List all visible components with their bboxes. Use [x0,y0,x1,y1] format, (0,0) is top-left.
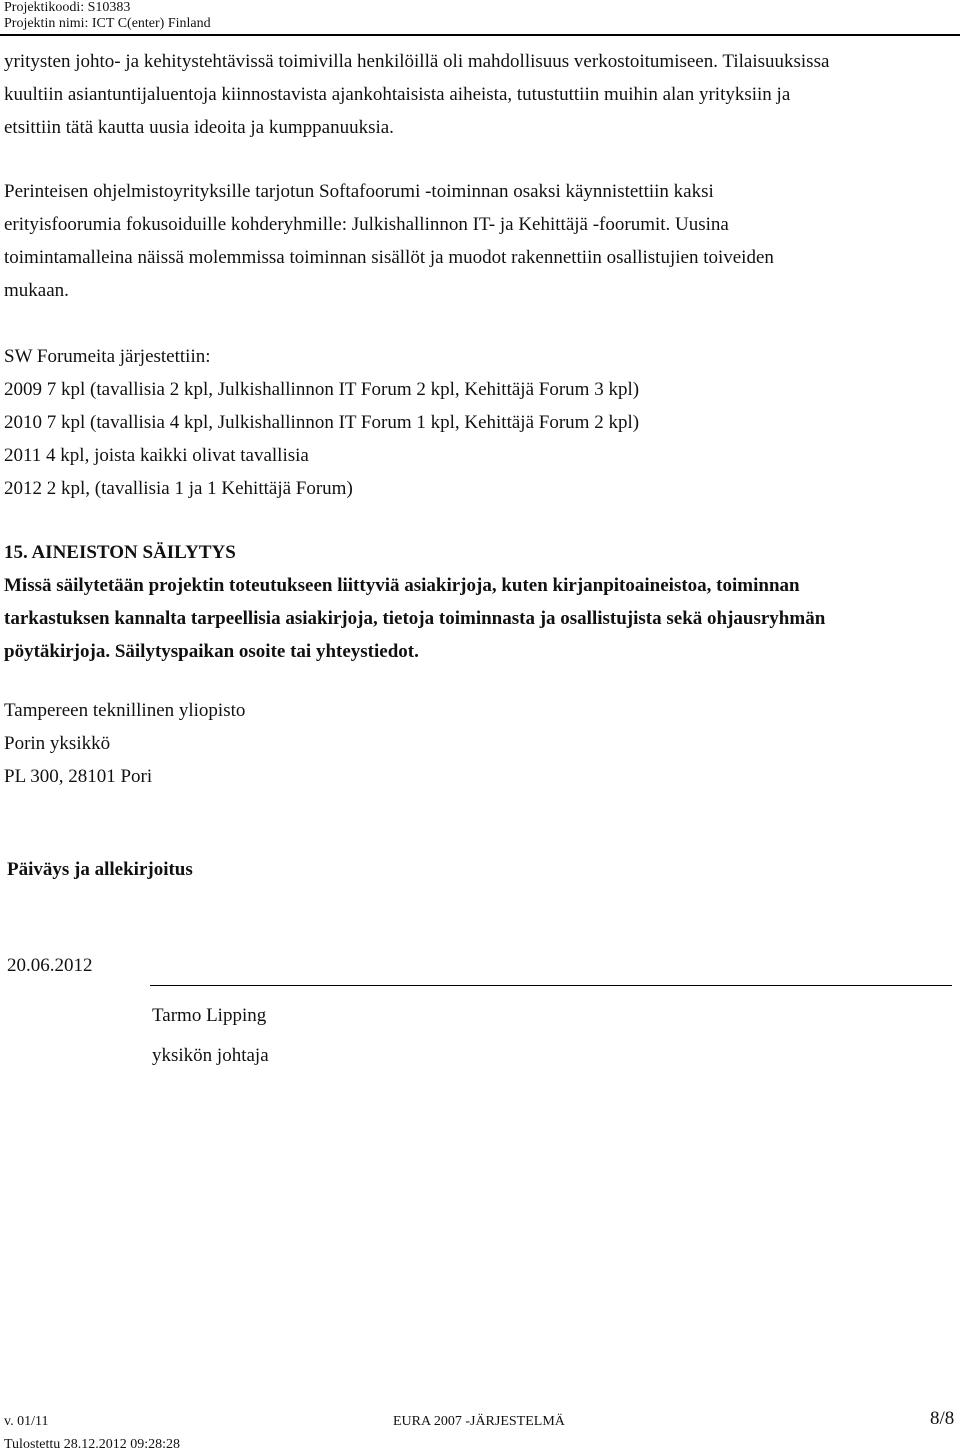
project-code: Projektikoodi: S10383 [4,0,131,15]
footer-system: EURA 2007 -JÄRJESTELMÄ [393,1414,565,1429]
signature-date: 20.06.2012 [7,955,93,976]
forums-2012: 2012 2 kpl, (tavallisia 1 ja 1 Kehittäjä Forum) [4,478,353,499]
text-line: etsittiin tätä kautta uusia ideoita ja kumppanuuksia. [4,117,394,138]
section-question-line: tarkastuksen kannalta tarpeellisia asiakirjoja, tietoja toiminnasta ja osallistujista sekä ohjausryhmän [4,608,826,629]
section-heading: 15. AINEISTON SÄILYTYS [4,542,236,563]
section-question-line: Missä säilytetään projektin toteutukseen liittyviä asiakirjoja, kuten kirjanpitoaineistoa, toiminnan [4,575,800,596]
text-line: erityisfoorumia fokusoiduille kohderyhmille: Julkishallinnon IT- ja Kehittäjä -foorumit. Uusina [4,214,729,235]
document-header [4,0,211,32]
footer-page-number: 8/8 [930,1408,955,1429]
section-15 [4,536,825,668]
header-divider [0,34,960,36]
footer-printed: Tulostettu 28.12.2012 09:28:28 [4,1437,181,1452]
forums-list [4,340,639,505]
signer-title: yksikön johtaja [152,1045,269,1066]
section-question-line: pöytäkirjoja. Säilytyspaikan osoite tai yhteystiedot. [4,641,419,662]
text-line: Perinteisen ohjelmistoyrityksille tarjotun Softafoorumi -toiminnan osaksi käynnistettiin kaksi [4,181,714,202]
signature-line [150,985,952,986]
project-name: Projektin nimi: ICT C(enter) Finland [4,16,211,31]
signature-heading: Päiväys ja allekirjoitus [7,859,193,880]
text-line: mukaan. [4,280,69,301]
forums-2011: 2011 4 kpl, joista kaikki olivat tavallisia [4,445,309,466]
storage-address [4,694,245,793]
forums-2010: 2010 7 kpl (tavallisia 4 kpl, Julkishallinnon IT Forum 1 kpl, Kehittäjä Forum 2 kpl) [4,412,640,433]
address-postal: PL 300, 28101 Pori [4,766,153,787]
paragraph-softafoorumi [4,175,774,307]
address-unit: Porin yksikkö [4,733,111,754]
text-line: kuultiin asiantuntijaluentoja kiinnostavista ajankohtaisista aiheista, tutustuttiin muihin alan yrityksiin ja [4,84,791,105]
text-line: toimintamalleina näissä molemmissa toiminnan sisällöt ja muodot rakennettiin osallistujien toiveiden [4,247,774,268]
footer-version: v. 01/11 [4,1414,49,1429]
forums-2009: 2009 7 kpl (tavallisia 2 kpl, Julkishallinnon IT Forum 2 kpl, Kehittäjä Forum 3 kpl) [4,379,640,400]
paragraph-networking [4,45,829,144]
address-organization: Tampereen teknillinen yliopisto [4,700,246,721]
signer-name: Tarmo Lipping [152,1005,267,1026]
forums-intro: SW Forumeita järjestettiin: [4,346,211,367]
text-line: yritysten johto- ja kehitystehtävissä toimivilla henkilöillä oli mahdollisuus verkostoitumiseen. Tilaisuuksissa [4,51,830,72]
